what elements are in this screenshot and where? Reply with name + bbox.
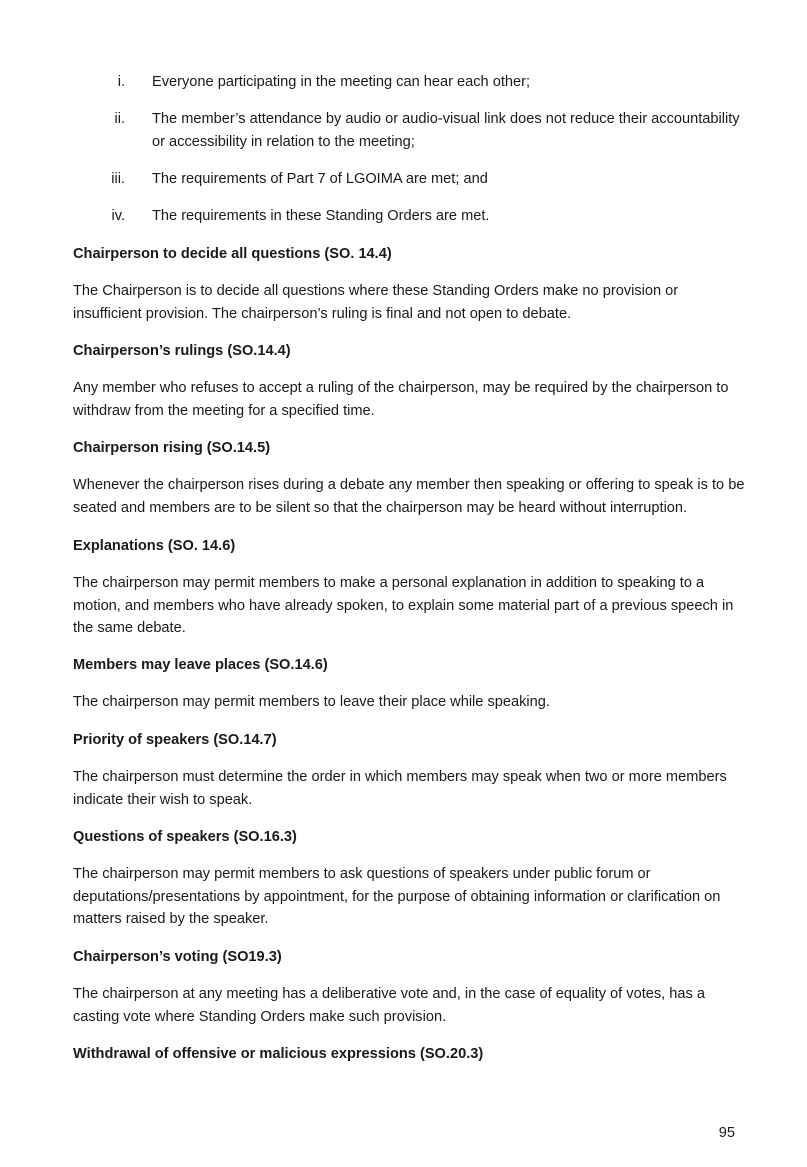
section-body: The chairperson may permit members to make a personal explanation in addition to speaking to a motion, and members who have already spoken, to explain some material part of a previous speech in the same debate. bbox=[73, 575, 734, 637]
section-body: The Chairperson is to decide all questions where these Standing Orders make no provision or insufficient provision. The chairperson’s ruling is final and not open to debate. bbox=[73, 283, 679, 322]
list-text: The requirements of Part 7 of LGOIMA are met; and bbox=[152, 171, 488, 187]
section-heading: Priority of speakers (SO.14.7) bbox=[73, 732, 277, 748]
list-number: i. bbox=[117, 74, 125, 90]
section-heading: Questions of speakers (SO.16.3) bbox=[73, 829, 297, 845]
section-heading: Withdrawal of offensive or malicious expressions (SO.20.3) bbox=[73, 1046, 484, 1062]
section-heading: Chairperson to decide all questions (SO. 14.4) bbox=[73, 246, 392, 262]
section-body: The chairperson at any meeting has a deliberative vote and, in the case of equality of votes, has a casting vote where Standing Orders make such provision. bbox=[73, 986, 705, 1025]
list-text: Everyone participating in the meeting can hear each other; bbox=[152, 74, 531, 90]
section-heading: Explanations (SO. 14.6) bbox=[73, 538, 236, 554]
section-heading: Chairperson rising (SO.14.5) bbox=[73, 440, 271, 456]
list-text: The member’s attendance by audio or audio-visual link does not reduce their accountability or accessibility in relation to the meeting; bbox=[152, 111, 740, 150]
section-body: The chairperson may permit members to leave their place while speaking. bbox=[73, 694, 550, 710]
list-number: iv. bbox=[111, 208, 125, 224]
section-heading: Chairperson’s rulings (SO.14.4) bbox=[73, 343, 291, 359]
section-body: Whenever the chairperson rises during a debate any member then speaking or offering to speak is to be seated and members are to be silent so that the chairperson may be heard without interruption. bbox=[73, 477, 745, 516]
section-body: The chairperson may permit members to ask questions of speakers under public forum or deputations/presentations by appointment, for the purpose of obtaining information or clarification on matters raised by the speaker. bbox=[73, 866, 721, 928]
list-number: ii. bbox=[114, 111, 125, 127]
section-heading: Chairperson’s voting (SO19.3) bbox=[73, 949, 282, 965]
list-number: iii. bbox=[111, 171, 125, 187]
page-number: 95 bbox=[718, 1125, 735, 1141]
section-body: Any member who refuses to accept a ruling of the chairperson, may be required by the chairperson to withdraw from the meeting for a specified time. bbox=[73, 380, 729, 419]
section-body: The chairperson must determine the order in which members may speak when two or more members indicate their wish to speak. bbox=[73, 769, 727, 808]
section-heading: Members may leave places (SO.14.6) bbox=[73, 657, 328, 673]
list-text: The requirements in these Standing Orders are met. bbox=[152, 208, 490, 224]
